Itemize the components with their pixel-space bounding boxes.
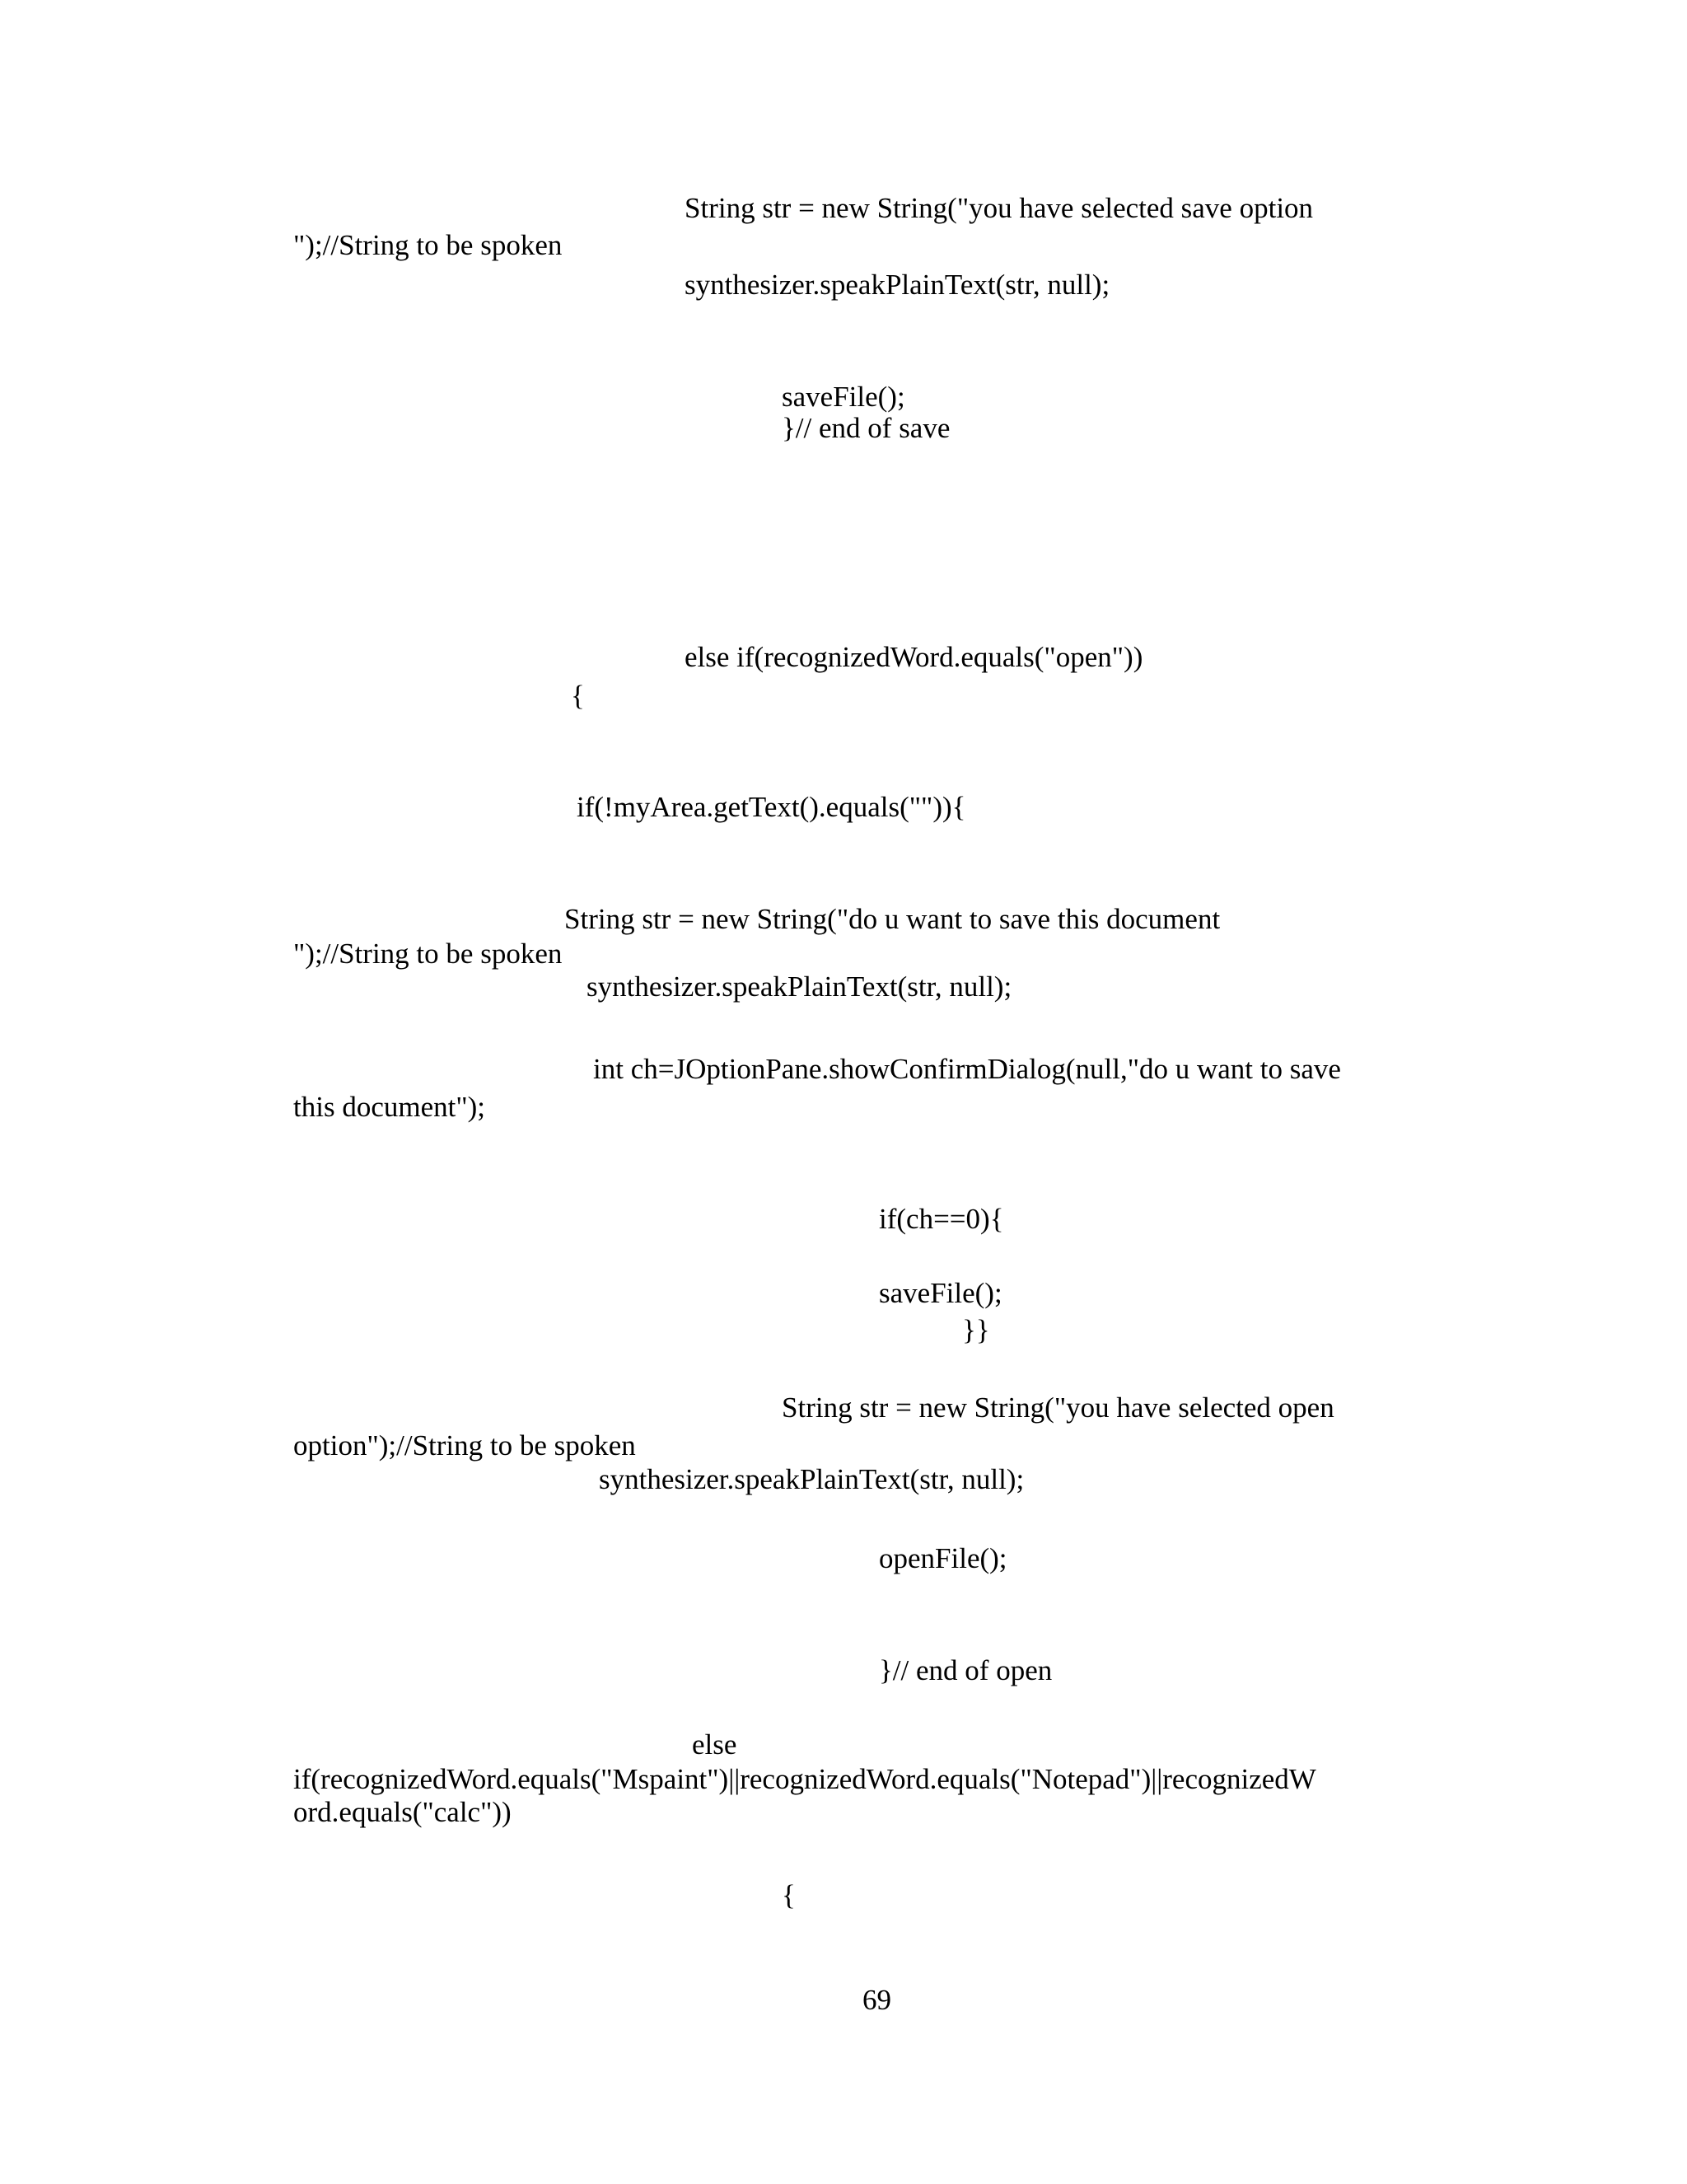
code-line: synthesizer.speakPlainText(str, null);: [586, 970, 1012, 1003]
code-line: openFile();: [879, 1542, 1007, 1574]
code-line: int ch=JOptionPane.showConfirmDialog(null,"do u want to save: [593, 1053, 1341, 1085]
code-line: {: [571, 680, 585, 712]
page-number: 69: [862, 1984, 891, 2016]
code-line: if(!myArea.getText().equals("")){: [577, 791, 966, 823]
code-line: }// end of save: [782, 412, 951, 444]
code-line: else if(recognizedWord.equals("open")): [685, 641, 1143, 673]
code-line: ord.equals("calc")): [293, 1796, 512, 1828]
code-line: ");//String to be spoken: [293, 229, 563, 261]
code-line: if(ch==0){: [879, 1203, 1004, 1235]
code-line: else: [692, 1728, 737, 1761]
code-line: ");//String to be spoken: [293, 938, 563, 970]
code-line: }}: [962, 1314, 990, 1346]
code-line: String str = new String("you have selected open: [782, 1391, 1334, 1424]
code-line: if(recognizedWord.equals("Mspaint")||recognizedWord.equals("Notepad")||recognizedW: [293, 1763, 1316, 1795]
code-line: String str = new String("do u want to save this document: [564, 903, 1221, 935]
code-line: synthesizer.speakPlainText(str, null);: [685, 269, 1110, 301]
code-line: saveFile();: [782, 381, 905, 413]
code-line: {: [782, 1879, 796, 1911]
code-line: this document");: [293, 1091, 486, 1123]
code-line: }// end of open: [879, 1654, 1053, 1686]
code-line: option");//String to be spoken: [293, 1429, 636, 1461]
code-line: saveFile();: [879, 1277, 1002, 1309]
code-line: synthesizer.speakPlainText(str, null);: [599, 1463, 1025, 1495]
code-line: String str = new String("you have selected save option: [685, 192, 1314, 224]
